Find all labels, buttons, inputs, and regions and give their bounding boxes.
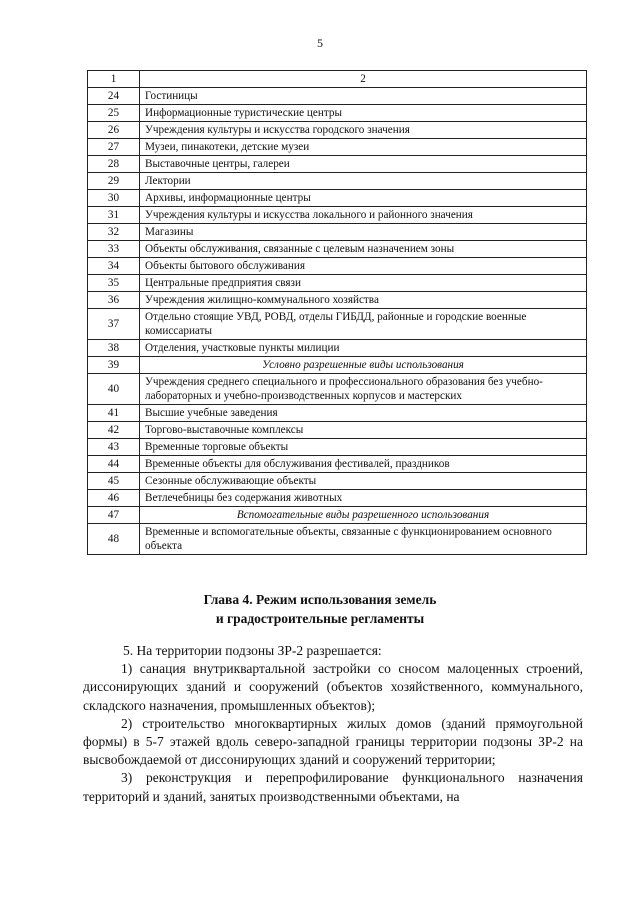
row-number: 28 xyxy=(88,156,140,173)
row-number: 45 xyxy=(88,473,140,490)
table-row xyxy=(88,156,587,173)
page-number: 5 xyxy=(317,36,323,50)
row-number: 25 xyxy=(88,105,140,122)
table-row xyxy=(88,524,587,555)
table-row xyxy=(88,241,587,258)
row-number: 35 xyxy=(88,275,140,292)
row-description: Отделения, участковые пункты милиции xyxy=(140,340,587,357)
row-description: Торгово-выставочные комплексы xyxy=(140,422,587,439)
list-item: 3) реконструкция и перепрофилирование функционального назначения территорий и зданий, занятых производственными объектами, на xyxy=(83,770,583,804)
row-number: 48 xyxy=(88,524,140,555)
row-number: 41 xyxy=(88,405,140,422)
row-number: 32 xyxy=(88,224,140,241)
table-row xyxy=(88,340,587,357)
row-number: 36 xyxy=(88,292,140,309)
table-row xyxy=(88,292,587,309)
row-description: Учреждения культуры и искусства городского значения xyxy=(140,122,587,139)
list-item: 1) санация внутриквартальной застройки со сносом малоценных строений, диссонирующих зданий и сооружений (объектов хозяйственного, коммунального, складского назначения, промышленных объектов); xyxy=(83,661,583,713)
table-row xyxy=(88,439,587,456)
table-body xyxy=(88,71,587,555)
row-number: 42 xyxy=(88,422,140,439)
body-text xyxy=(83,642,583,806)
table-row xyxy=(88,309,587,340)
row-description: Ветлечебницы без содержания животных xyxy=(140,490,587,507)
row-number: 44 xyxy=(88,456,140,473)
table-row xyxy=(88,374,587,405)
section-lead: 5. На территории подзоны ЗР-2 разрешается: xyxy=(123,643,382,658)
table-row xyxy=(88,422,587,439)
row-description: Музеи, пинакотеки, детские музеи xyxy=(140,139,587,156)
table-row xyxy=(88,258,587,275)
table-row xyxy=(88,173,587,190)
row-description: Временные объекты для обслуживания фестивалей, праздников xyxy=(140,456,587,473)
table-row xyxy=(88,139,587,156)
row-number: 34 xyxy=(88,258,140,275)
row-number: 24 xyxy=(88,88,140,105)
table-row xyxy=(88,105,587,122)
list-item: 2) строительство многоквартирных жилых домов (зданий прямоугольной формы) в 5-7 этажей вдоль северо-западной границы территории подзоны ЗР-2 на высвобождаемой от диссонирующих зданий и сооружений территории; xyxy=(83,715,583,768)
table-row xyxy=(88,405,587,422)
row-description: Высшие учебные заведения xyxy=(140,405,587,422)
row-number: 30 xyxy=(88,190,140,207)
land-use-table xyxy=(87,70,587,555)
section-subheader: Условно разрешенные виды использования xyxy=(140,357,587,374)
table-row xyxy=(88,473,587,490)
table-row xyxy=(88,490,587,507)
row-number: 39 xyxy=(88,357,140,374)
table-subheader-row xyxy=(88,507,587,524)
header-col-2: 2 xyxy=(140,71,587,88)
row-description: Временные торговые объекты xyxy=(140,439,587,456)
row-number: 33 xyxy=(88,241,140,258)
table-header-row xyxy=(88,71,587,88)
row-description: Объекты обслуживания, связанные с целевым назначением зоны xyxy=(140,241,587,258)
row-description: Магазины xyxy=(140,224,587,241)
chapter-heading xyxy=(0,590,640,628)
row-number: 29 xyxy=(88,173,140,190)
table-subheader-row xyxy=(88,357,587,374)
chapter-title-line-2: и градостроительные регламенты xyxy=(215,611,425,626)
row-number: 27 xyxy=(88,139,140,156)
row-description: Сезонные обслуживающие объекты xyxy=(140,473,587,490)
row-number: 26 xyxy=(88,122,140,139)
table-row xyxy=(88,224,587,241)
table-row xyxy=(88,456,587,473)
row-number: 43 xyxy=(88,439,140,456)
row-number: 46 xyxy=(88,490,140,507)
table-row xyxy=(88,275,587,292)
row-description: Учреждения среднего специального и профессионального образования без учебно-лабораторных и учебно-производственных корпусов и мастерских xyxy=(140,374,587,405)
row-description: Отдельно стоящие УВД, РОВД, отделы ГИБДД, районные и городские военные комиссариаты xyxy=(140,309,587,340)
row-description: Учреждения жилищно-коммунального хозяйства xyxy=(140,292,587,309)
row-description: Информационные туристические центры xyxy=(140,105,587,122)
table-row xyxy=(88,207,587,224)
section-subheader: Вспомогательные виды разрешенного использования xyxy=(140,507,587,524)
row-number: 40 xyxy=(88,374,140,405)
table-row xyxy=(88,88,587,105)
row-number: 31 xyxy=(88,207,140,224)
row-description: Учреждения культуры и искусства локального и районного значения xyxy=(140,207,587,224)
row-description: Центральные предприятия связи xyxy=(140,275,587,292)
header-col-1: 1 xyxy=(88,71,140,88)
row-description: Лектории xyxy=(140,173,587,190)
row-number: 47 xyxy=(88,507,140,524)
row-description: Временные и вспомогательные объекты, связанные с функционированием основного объекта xyxy=(140,524,587,555)
row-description: Выставочные центры, галереи xyxy=(140,156,587,173)
row-description: Объекты бытового обслуживания xyxy=(140,258,587,275)
table-row xyxy=(88,190,587,207)
row-description: Гостиницы xyxy=(140,88,587,105)
table-row xyxy=(88,122,587,139)
row-number: 37 xyxy=(88,309,140,340)
chapter-title-line-1: Глава 4. Режим использования земель xyxy=(203,592,437,607)
row-number: 38 xyxy=(88,340,140,357)
row-description: Архивы, информационные центры xyxy=(140,190,587,207)
